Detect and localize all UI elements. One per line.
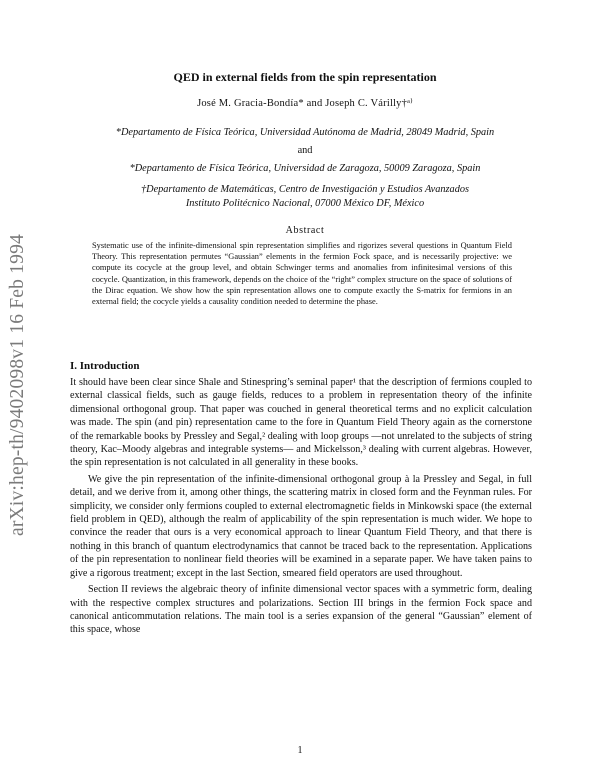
abstract-body: Systematic use of the infinite-dimensional spin representation simplifies and rigorizes several questions in Quantum Field Theory. This representation permutes “Gaussian” elements in the fermion Fock space, and is necessarily projective: we compute its cocycle at the group level, and obtain Schwinger terms and anomalies from infinitesimal versions of this cocycle. Quantization, in this framework, depends on the choice of the “right” complex structure on the space of solutions of the Dirac equation. We show how the spin representation allows one to compute exactly the S-matrix for fermions in an external field; the cocycle yields a causality condition needed to determine the phase.: [92, 241, 512, 307]
arxiv-identifier: arXiv:hep-th/9402098v1 16 Feb 1994: [7, 234, 28, 536]
paragraph: We give the pin representation of the infinite-dimensional orthogonal group à la Pressley and Segal, in full detail, and we derive from it, among other things, the scattering matrix in closed form and the Feynman rules. For simplicity, we consider only fermions coupled to external electromagnetic fields in Minkowski space (the external field problem in QED), although the realm of applicability of the spin representation is much wider. We hope to convince the reader that ours is a very economical approach to linear Quantum Field Theory, and that there is nothing in this branch of quantum electrodynamics that cannot be traced back to the representation. Applications of the pin representation to nonlinear field theories will be examined in a separate paper. We have taken pains to give a rigorous treatment; except in the last Section, smeared field operators are used throughout.: [70, 473, 532, 579]
introduction-body: [70, 376, 532, 637]
paper-title: QED in external fields from the spin representation: [173, 70, 437, 84]
affiliation-madrid: *Departamento de Física Teórica, Universidad Autónoma de Madrid, 28049 Madrid, Spain: [115, 127, 495, 138]
author-list: José M. Gracia-Bondía* and Joseph C. Várilly†ᵃ⁾: [197, 98, 413, 109]
paragraph: Section II reviews the algebraic theory of infinite dimensional vector spaces with a symmetric form, dealing with the respective complex structures and polarizations. Section III brings in the fermion Fock space and canonical anticommutation relations. The main tool is a series expansion of the general “Gaussian” element of this space, whose: [70, 584, 532, 636]
affiliation-conjunction: and: [297, 145, 313, 156]
section-heading-introduction: I. Introduction: [70, 360, 140, 372]
abstract-heading: Abstract: [285, 225, 325, 236]
paragraph: It should have been clear since Shale and Stinespring’s seminal paper¹ that the description of fermions coupled to external classical fields, such as gauge fields, reduces to a problem in representation theory of the infinite dimensional orthogonal group. That paper was couched in general theoretical terms and no explicit calculation was made. The spin (and pin) representation came to the fore in Quantum Field Theory again as the cornerstone of the remarkable books by Pressley and Segal,² dealing with loop groups —not unrelated to the subjects of string theory, Kac–Moody algebras and integrable systems— and Mickelsson,³ dealing with current algebras. However, the spin representation is not calculated in all generality in these books.: [70, 377, 532, 469]
page-number: 1: [297, 745, 303, 756]
affiliation-mexico-line1: †Departamento de Matemáticas, Centro de Investigación y Estudios Avanzados: [140, 184, 470, 195]
affiliation-zaragoza: *Departamento de Física Teórica, Universidad de Zaragoza, 50009 Zaragoza, Spain: [129, 163, 481, 174]
affiliation-mexico-line2: Instituto Politécnico Nacional, 07000 México DF, México: [185, 198, 425, 209]
